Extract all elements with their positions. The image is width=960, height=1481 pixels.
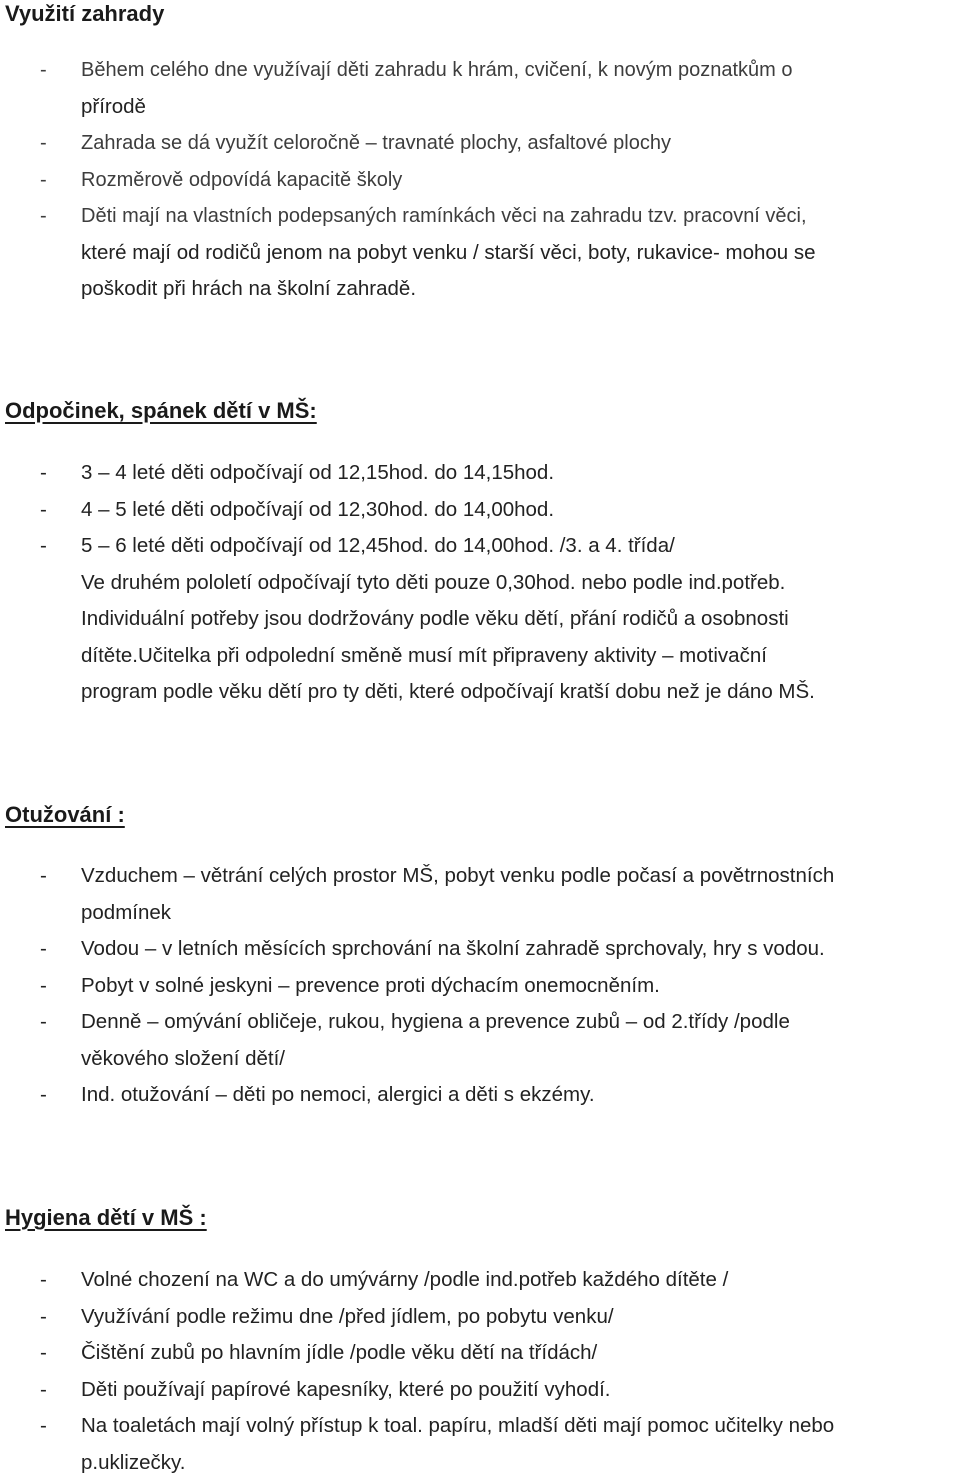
dash-bullet-icon: - [40,1299,47,1336]
section-heading: Odpočinek, spánek dětí v MŠ: [5,397,317,425]
list-item-line [0,492,960,529]
list-item-text: přírodě [81,95,146,118]
list-item-text: 3 – 4 leté děti odpočívají od 12,15hod. do 14,15hod. [81,461,554,484]
dash-bullet-icon: - [40,1372,47,1409]
list-item-line [0,1335,960,1372]
section-heading: Hygiena dětí v MŠ : [5,1204,207,1232]
dash-bullet-icon: - [40,528,47,565]
list-item [0,1299,960,1336]
dash-bullet-icon: - [40,968,47,1005]
bullet-list [0,52,960,308]
dash-bullet-icon: - [40,1335,47,1372]
list-item-continuation [0,638,960,675]
list-item-text: dítěte.Učitelka při odpolední směně musí mít připraveny aktivity – motivační [81,644,767,667]
dash-bullet-icon: - [40,1077,47,1114]
list-item-line [0,1372,960,1409]
list-item-text: poškodit při hrách na školní zahradě. [81,277,416,300]
list-item [0,931,960,968]
list-item-text: 5 – 6 leté děti odpočívají od 12,45hod. do 14,00hod. /3. a 4. třída/ [81,534,675,557]
list-item [0,528,960,711]
list-item-continuation [0,565,960,602]
list-item-text: 4 – 5 leté děti odpočívají od 12,30hod. do 14,00hod. [81,498,554,521]
list-item-text: Vzduchem – větrání celých prostor MŠ, pobyt venku podle počasí a povětrnostních [81,864,834,887]
list-item [0,1408,960,1481]
list-item-continuation [0,601,960,638]
list-item-line [0,858,960,895]
list-item-line [0,931,960,968]
section-heading: Otužování : [5,801,125,829]
dash-bullet-icon: - [40,162,47,199]
dash-bullet-icon: - [40,492,47,529]
dash-bullet-icon: - [40,52,47,89]
list-item-continuation [0,674,960,711]
list-item-text: Děti používají papírové kapesníky, které po použití vyhodí. [81,1378,611,1401]
dash-bullet-icon: - [40,1004,47,1041]
list-item-continuation [0,1445,960,1481]
list-item-text: program podle věku dětí pro ty děti, které odpočívají kratší dobu než je dáno MŠ. [81,680,815,703]
list-item [0,968,960,1005]
list-item-line [0,968,960,1005]
list-item-line [0,1004,960,1041]
bullet-list [0,455,960,711]
list-item-text: Denně – omývání obličeje, rukou, hygiena a prevence zubů – od 2.třídy /podle [81,1010,790,1033]
list-item-text: Ve druhém pololetí odpočívají tyto děti pouze 0,30hod. nebo podle ind.potřeb. [81,571,785,594]
list-item [0,455,960,492]
list-item-text: Pobyt v solné jeskyni – prevence proti dýchacím onemocněním. [81,974,660,997]
list-item-text: Čištění zubů po hlavním jídle /podle věku dětí na třídách/ [81,1341,597,1364]
list-item [0,162,960,199]
list-item-text: Ind. otužování – děti po nemoci, alergici a děti s ekzémy. [81,1083,595,1106]
list-item [0,125,960,162]
list-item-line [0,528,960,565]
list-item-line [0,1408,960,1445]
section-heading: Využití zahrady [5,0,164,28]
list-item-continuation [0,895,960,932]
dash-bullet-icon: - [40,858,47,895]
list-item-continuation [0,235,960,272]
dash-bullet-icon: - [40,125,47,162]
list-item-line [0,1299,960,1336]
list-item [0,52,960,125]
list-item-text: Rozměrově odpovídá kapacitě školy [81,169,402,191]
list-item-text: věkového složení dětí/ [81,1047,285,1070]
dash-bullet-icon: - [40,198,47,235]
list-item-line [0,162,960,199]
list-item-text: Zahrada se dá využít celoročně – travnaté plochy, asfaltové plochy [81,132,671,154]
list-item [0,1077,960,1114]
list-item [0,198,960,308]
list-item [0,1004,960,1077]
list-item-continuation [0,89,960,126]
list-item-line [0,198,960,235]
list-item-line [0,1262,960,1299]
list-item-continuation [0,1041,960,1078]
dash-bullet-icon: - [40,1408,47,1445]
list-item-line [0,1077,960,1114]
bullet-list [0,1262,960,1481]
list-item-text: Během celého dne využívají děti zahradu k hrám, cvičení, k novým poznatkům o [81,59,792,81]
dash-bullet-icon: - [40,931,47,968]
list-item-text: Volné chození na WC a do umývárny /podle ind.potřeb každého dítěte / [81,1268,728,1291]
list-item [0,1262,960,1299]
list-item-text: které mají od rodičů jenom na pobyt venku / starší věci, boty, rukavice- mohou se [81,241,816,264]
list-item-text: podmínek [81,901,171,924]
list-item-text: p.uklizečky. [81,1451,185,1474]
list-item-text: Využívání podle režimu dne /před jídlem, po pobytu venku/ [81,1305,614,1328]
list-item-text: Vodou – v letních měsících sprchování na školní zahradě sprchovaly, hry s vodou. [81,937,825,960]
list-item-text: Na toaletách mají volný přístup k toal. papíru, mladší děti mají pomoc učitelky nebo [81,1414,834,1437]
list-item-line [0,455,960,492]
list-item-line [0,125,960,162]
list-item [0,858,960,931]
list-item-text: Děti mají na vlastních podepsaných ramínkách věci na zahradu tzv. pracovní věci, [81,205,807,227]
dash-bullet-icon: - [40,455,47,492]
list-item-line [0,52,960,89]
dash-bullet-icon: - [40,1262,47,1299]
list-item [0,1372,960,1409]
bullet-list [0,858,960,1114]
list-item-continuation [0,271,960,308]
list-item [0,492,960,529]
list-item [0,1335,960,1372]
list-item-text: Individuální potřeby jsou dodržovány podle věku dětí, přání rodičů a osobnosti [81,607,789,630]
